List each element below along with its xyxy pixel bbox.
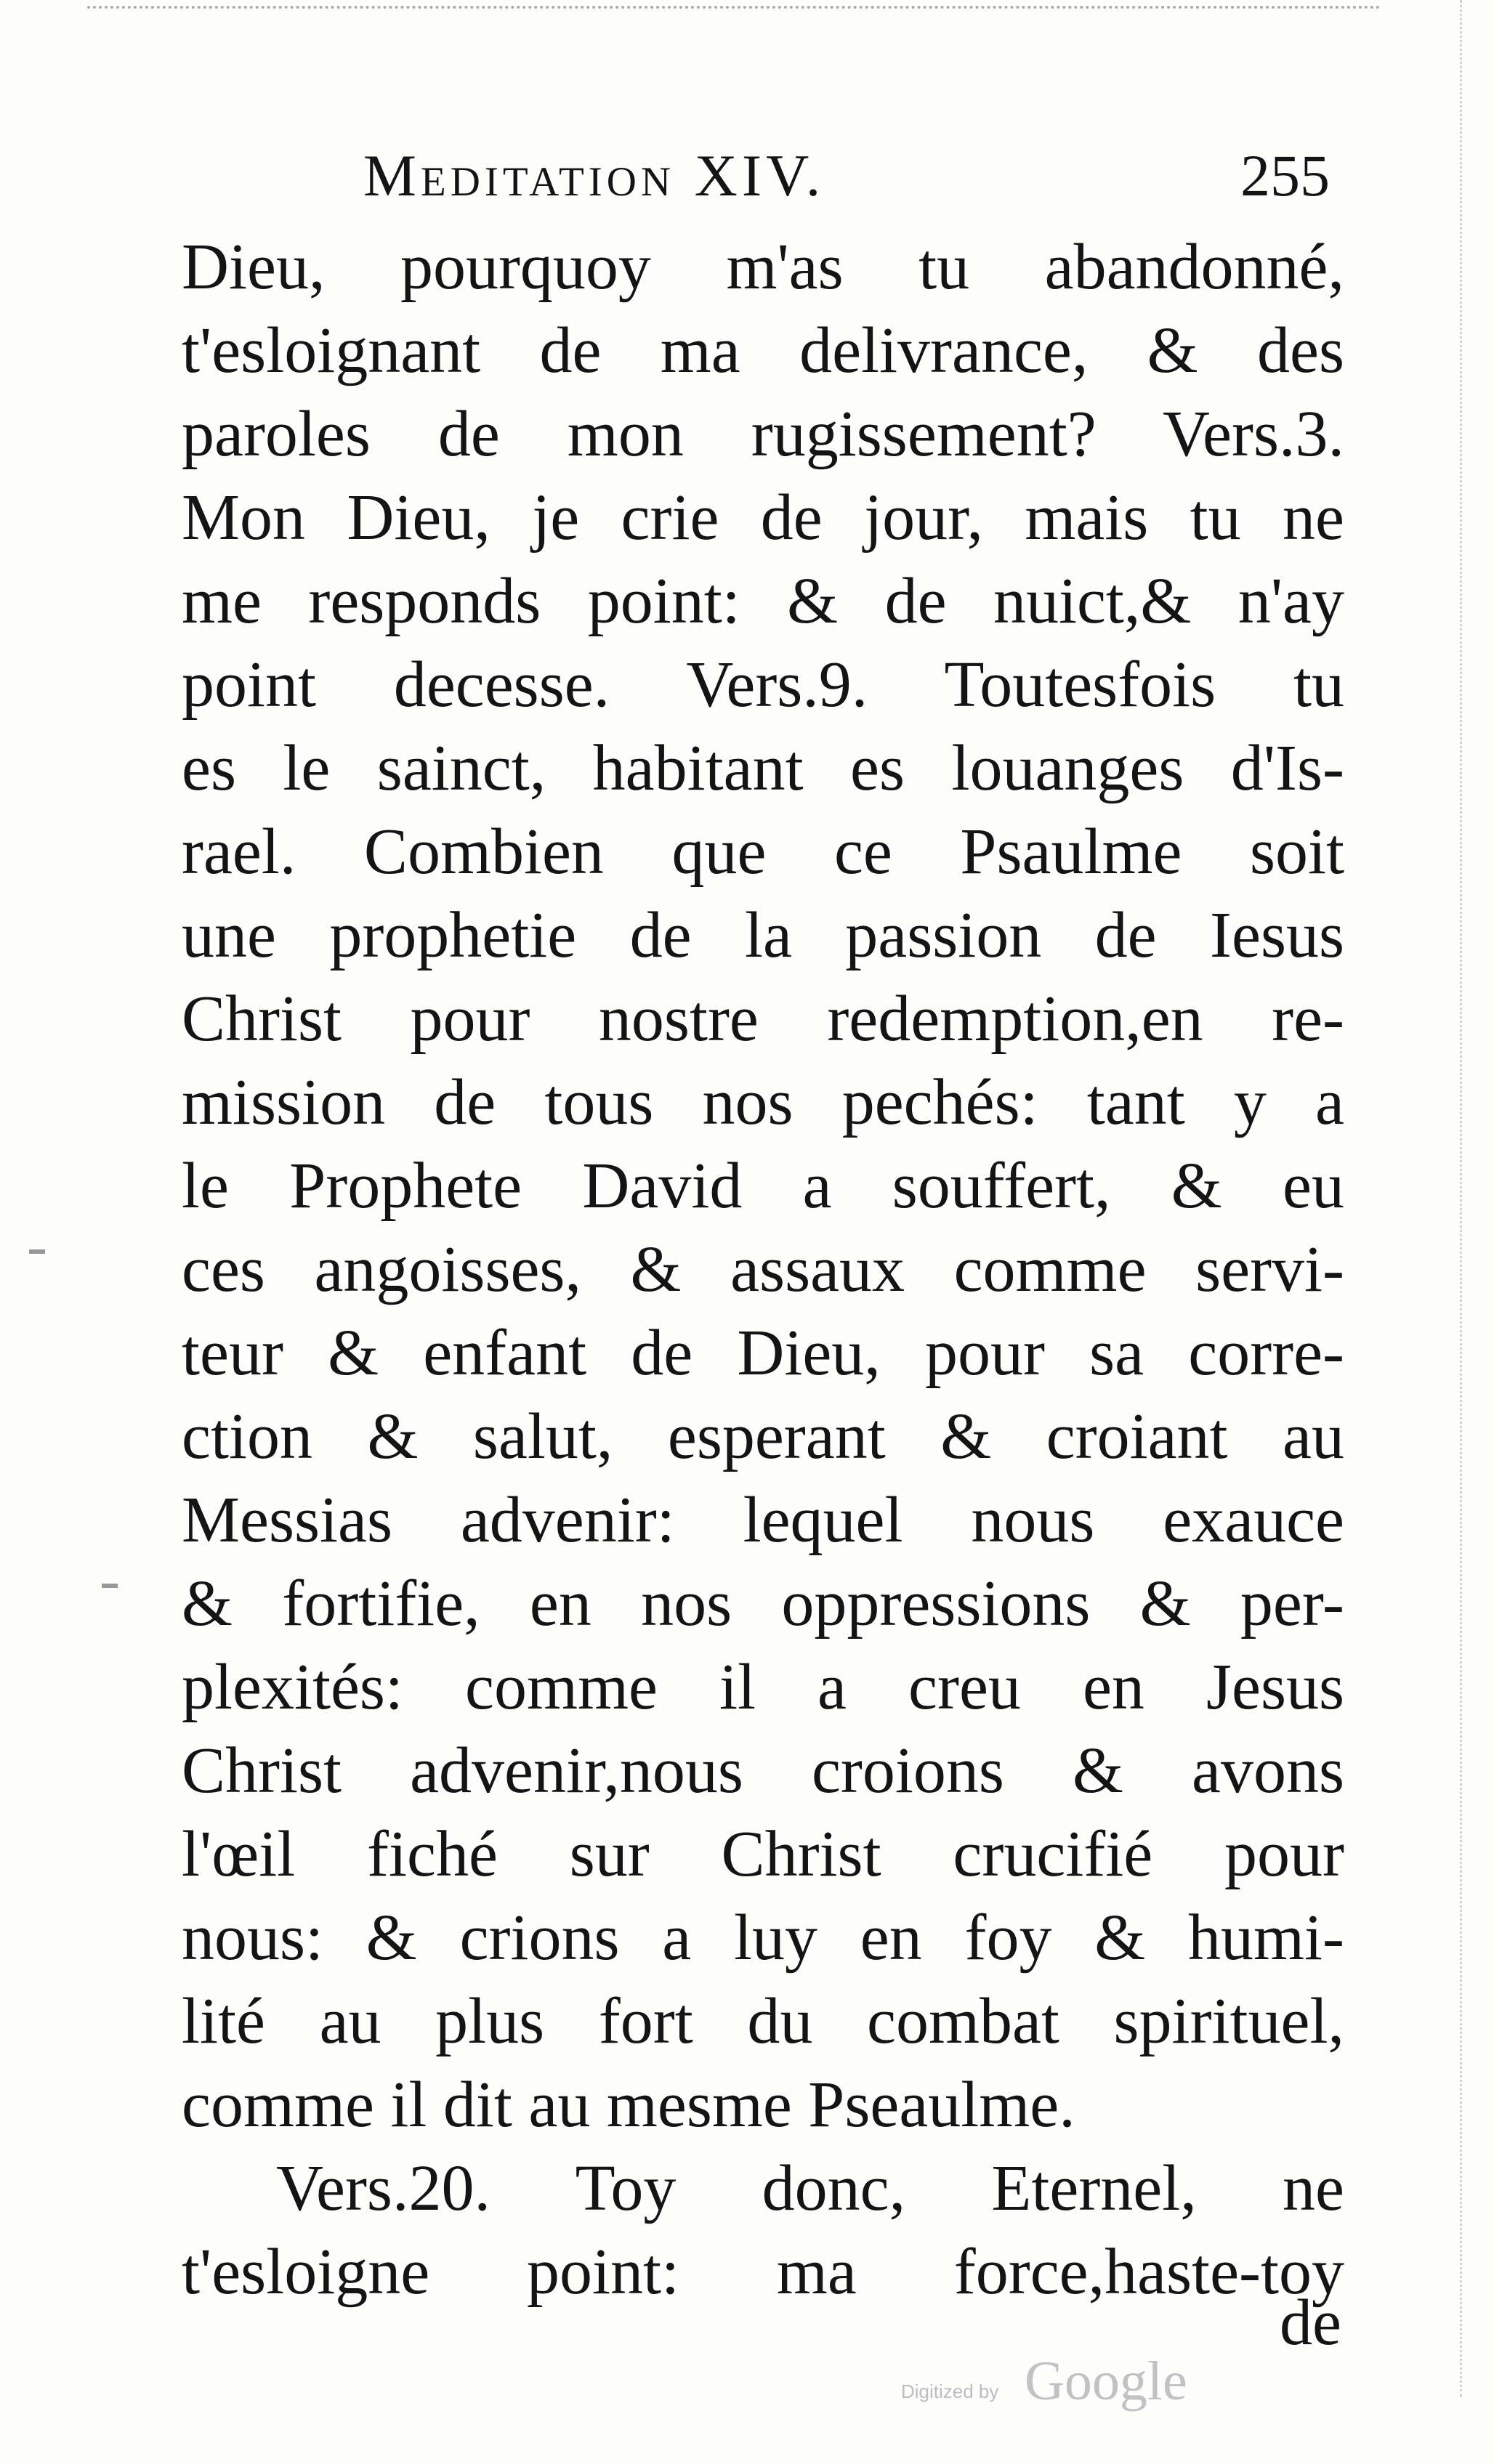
running-title: Meditation XIV.: [363, 142, 825, 208]
text-line: & fortifie, en nos oppressions & per-: [182, 1568, 1344, 1640]
text-line: rael. Combien que ce Psaulme soit: [182, 816, 1344, 888]
text-line: paroles de mon rugissement? Vers.3.: [182, 398, 1344, 470]
text-line: l'œil fiché sur Christ crucifié pour: [182, 1818, 1344, 1890]
text-line: t'esloigne point: ma force,haste-toy: [182, 2236, 1344, 2308]
scan-edge-artifact: [87, 6, 1381, 16]
text-line: plexités: comme il a creu en Jesus: [182, 1651, 1344, 1723]
text-line: une prophetie de la passion de Iesus: [182, 899, 1344, 971]
text-line: ction & salut, esperant & croiant au: [182, 1401, 1344, 1472]
text-line: es le sainct, habitant es louanges d'Is-: [182, 732, 1344, 804]
text-line: t'esloignant de ma delivrance, & des: [182, 315, 1344, 386]
text-line: Dieu, pourquoy m'as tu abandonné,: [182, 231, 1344, 303]
text-line: ces angoisses, & assaux comme servi-: [182, 1233, 1344, 1305]
body-text: [182, 225, 1344, 2314]
page-number: 255: [1240, 142, 1330, 208]
text-line: Christ pour nostre redemption,en re-: [182, 983, 1344, 1055]
margin-mark: [102, 1584, 118, 1588]
text-line: teur & enfant de Dieu, pour sa corre-: [182, 1317, 1344, 1389]
running-head: [363, 142, 1330, 222]
text-line: me responds point: & de nuict,& n'ay: [182, 565, 1344, 637]
text-line: Messias advenir: lequel nous exauce: [182, 1484, 1344, 1556]
watermark-logo: Google: [1025, 2351, 1187, 2412]
text-line: point decesse. Vers.9. Toutesfois tu: [182, 649, 1344, 721]
catchword: de: [1280, 2287, 1341, 2359]
watermark-prefix: Digitized by: [901, 2380, 999, 2402]
text-line: comme il dit au mesme Pseaulme.: [182, 2069, 1075, 2141]
text-line: Christ advenir,nous croions & avons: [182, 1735, 1344, 1807]
margin-mark: [29, 1249, 45, 1254]
text-line: Mon Dieu, je crie de jour, mais tu ne: [182, 482, 1344, 554]
text-line: nous: & crions a luy en foy & humi-: [182, 1902, 1344, 1974]
scan-edge-artifact: [1460, 0, 1472, 2397]
text-line: mission de tous nos pechés: tant y a: [182, 1066, 1344, 1138]
digitized-watermark: [901, 2348, 1214, 2413]
text-line: Vers.20. Toy donc, Eternel, ne: [276, 2152, 1344, 2224]
text-line: le Prophete David a souffert, & eu: [182, 1150, 1344, 1222]
text-line: lité au plus fort du combat spirituel,: [182, 1985, 1344, 2057]
